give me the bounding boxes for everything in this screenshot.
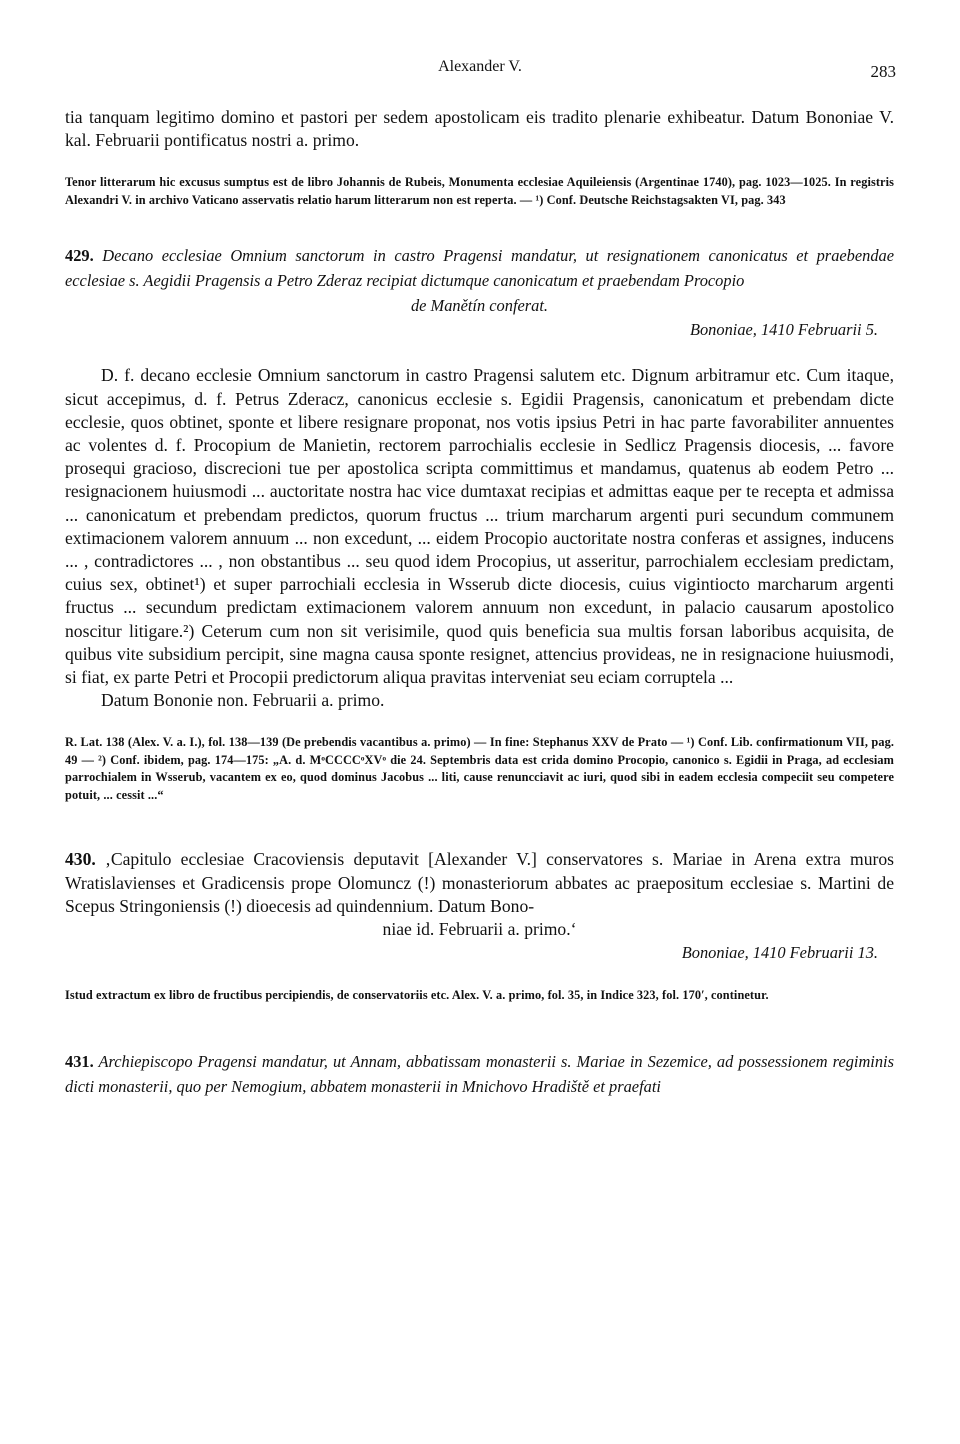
entry-431 bbox=[65, 1049, 894, 1099]
entry-431-summary-text: Archiepiscopo Pragensi mandatur, ut Annam, abbatissam monasterii s. Mariae in Sezemice, ad possessionem regiminis dicti monasterii, quo per Nemogium, abbatem monasterii in Mnichovo Hradiště et praefati bbox=[65, 1051, 894, 1096]
page-content bbox=[65, 106, 894, 1099]
entry-429-date: Bononiae, 1410 Februarii 5. bbox=[689, 320, 878, 340]
running-title: Alexander V. bbox=[438, 58, 522, 75]
entry-430-text-para bbox=[65, 848, 894, 918]
entry-429-summary-last: de Manětín conferat. bbox=[410, 296, 548, 316]
page-number: 283 bbox=[870, 62, 896, 81]
entry-430 bbox=[65, 848, 894, 1004]
entry-429-note: R. Lat. 138 (Alex. V. a. I.), fol. 138—139 (De prebendis vacantibus a. primo) — In fine: Stephanus XXV de Prato — ¹) Conf. Lib. confirmationum VII, pag. 49 — ²) Conf. ibidem, pag. 174—175: „A. d. MᵒCCCCᵒXVᵒ die 24. Septembris data est crida domino Procopio, canonico s. Egidii in Praga, ad ecclesiam parrochialem in Wsserub, vacantem ex eo, quod dominus Jacobus ... liti, cause renuncciavit ac iuri, quod sibi in eadem ecclesia compeciit seu competere potuit, ... cessit ...“ bbox=[65, 735, 894, 802]
entry-430-date: Bononiae, 1410 Februarii 13. bbox=[681, 943, 878, 963]
entry-430-text-last: niae id. Februarii a. primo.‘ bbox=[382, 919, 577, 940]
entry-429-datum: Datum Bononie non. Februarii a. primo. bbox=[101, 690, 385, 711]
entry-430-number: 430. bbox=[65, 849, 96, 870]
entry-429-text: D. f. decano ecclesie Omnium sanctorum in castro Pragensi salutem etc. Dignum arbitramur etc. Cum itaque, sicut accepimus, d. f. Petrus Zderacz, canonicus ecclesie s. Egidii Pragensis, canonicatum et prebendam dicte ecclesie, quos obtinet, sponte et libere resignare proponat, nos votis ipsius Petri in hac parte favorabiliter annuentes ac volentes d. f. Procopium de Manietin, rectorem parrochialis ecclesie in Sedlicz Pragensis diocesis, ... favore prosequi gracioso, discrecioni tue per apostolica scripta committimus et mandamus, quatenus ab eodem Petro ... resignacionem huiusmodi ... auctoritate nostra hac vice dumtaxat recipias et admittas eaque per te recepta et admissa ... canonicatum et prebendam predictos, quorum fructus ... trium marcharum argenti puri secundum communem extimacionem valorem annuum ... non excedunt, ... eidem Procopio auctoritate nostra conferas et assignes, inducens ... , contradictores ... , non obstantibus ... seu quod idem Procopius, ut asseritur, parrochialem ecclesiam predictam, cuius sex, obtinet¹) et super parrochiali ecclesia in Wsserub dicte diocesis, cuius vigintiocto marcharum argenti fructus ... secundum predictam extimacionem valorem annuum non excedunt, in palacio causarum apostolico noscitur litigare.²) Ceterum cum non sit verisimile, quod quis beneficia sua multis forsan laboribus acquisita, de quibus vite subsidium percipit, sine magna causa sponte resignet, attencius provideas, ne in resignacione huiusmodi, si fiat, ex parte Petri et Procopii predictorum aliqua pravitas interveniat seu eciam corruptela ... bbox=[65, 365, 894, 688]
entry-429-number: 429. bbox=[65, 246, 94, 266]
continuation-text: tia tanquam legitimo domino et pastori per sedem apostolicam eis tradito plenarie exhibeatur. Datum Bononiae V. kal. Februarii pontificatus nostri a. primo. bbox=[65, 107, 894, 151]
entry-429-summary-text: Decano ecclesiae Omnium sanctorum in castro Pragensi mandatur, ut resignationem canonicatus et praebendae ecclesiae s. Aegidii Pragensis a Petro Zderaz recipiat dictumque canonicatum et praebendam Procopio bbox=[65, 246, 894, 291]
entry-429 bbox=[65, 243, 894, 804]
entry-429-summary bbox=[65, 243, 894, 293]
running-head bbox=[0, 58, 960, 88]
entry-431-number: 431. bbox=[65, 1051, 94, 1071]
entry-430-note: Istud extractum ex libro de fructibus percipiendis, de conservatoriis etc. Alex. V. a. primo, fol. 35, in Indice 323, fol. 170ʹ, continetur. bbox=[65, 988, 769, 1003]
entry-431-summary bbox=[65, 1049, 894, 1099]
previous-entry-note: Tenor litterarum hic excusus sumptus est de libro Johannis de Rubeis, Monumenta ecclesiae Aquileiensis (Argentinae 1740), pag. 1023—1025. In registris Alexandri V. in archivo Vaticano asservatis relatio harum litterarum non est reperta. — ¹) Conf. Deutsche Reichstagsakten VI, pag. 343 bbox=[65, 175, 894, 207]
entry-430-text: ‚Capitulo ecclesiae Cracoviensis deputavit [Alexander V.] conservatores s. Mariae in Arena extra muros Wratislavienses et Gradicensis prope Olomuncz (!) monasteriorum abbates ac praepositum ecclesiae s. Martini de Scepus Stringoniensis (!) dioecesis ad quindennium. Datum Bono- bbox=[65, 849, 894, 916]
